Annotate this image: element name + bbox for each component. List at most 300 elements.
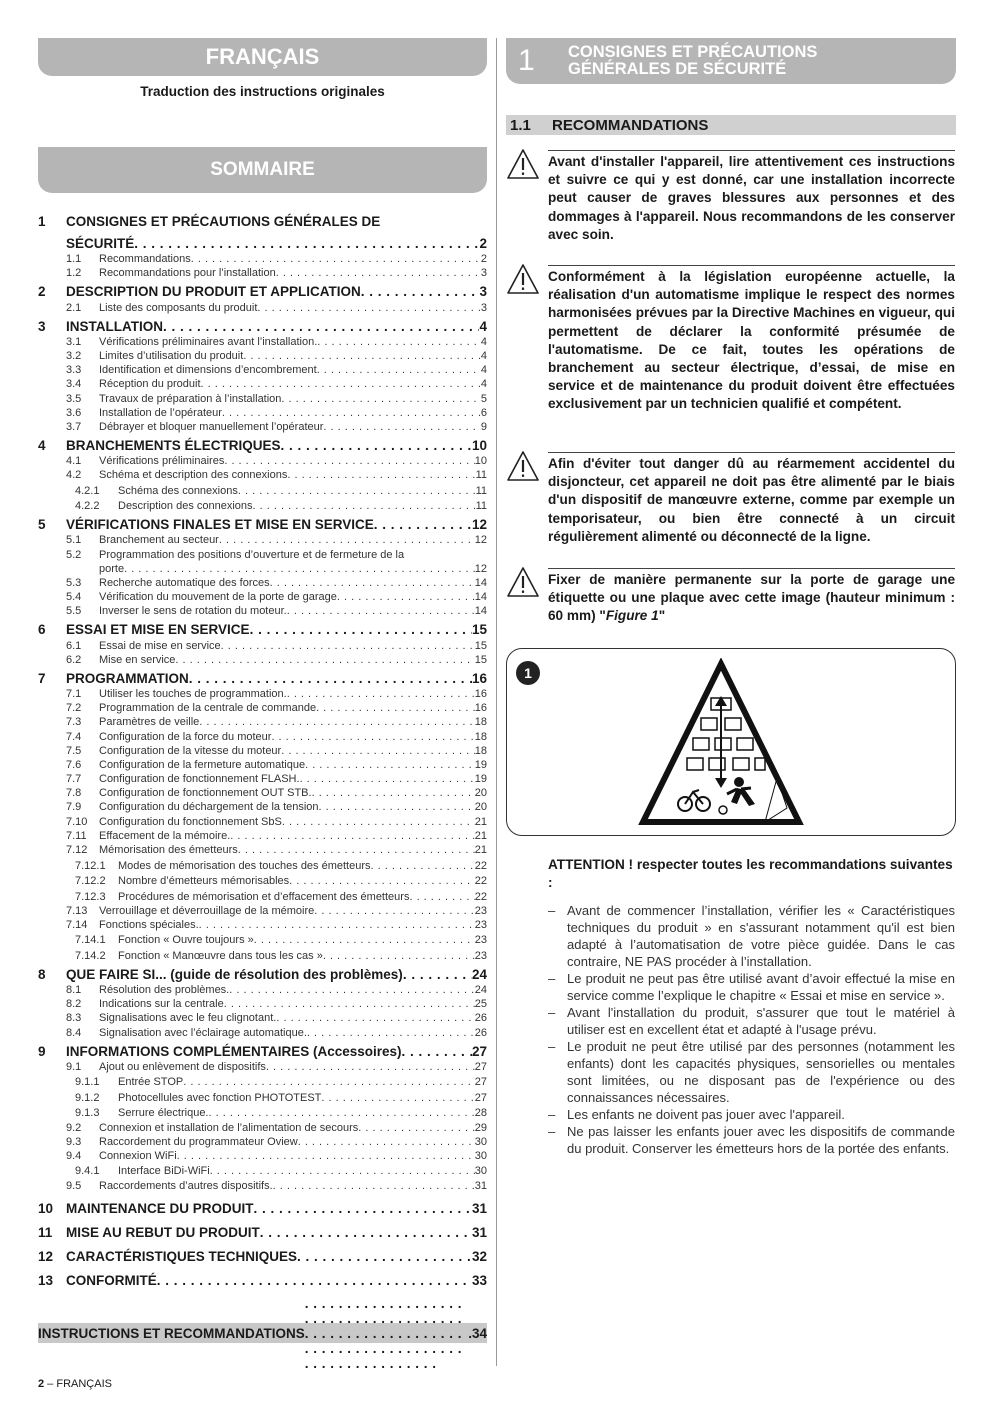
- toc-sub-entry[interactable]: [38, 856, 487, 872]
- toc-entry-number: 7.14.2: [75, 949, 106, 962]
- toc-sub-entry[interactable]: [38, 728, 487, 742]
- toc-sub-entry[interactable]: [38, 348, 487, 362]
- toc-entry-title: Identification et dimensions d’encombrement: [99, 364, 317, 377]
- toc-entry-number: 5.3: [66, 577, 82, 589]
- toc-entry-title: DESCRIPTION DU PRODUIT ET APPLICATION: [66, 284, 361, 300]
- toc-entry-title: Configuration de fonctionnement FLASH.: [99, 773, 300, 786]
- toc-entry-number: 7.1: [66, 687, 82, 700]
- list-item: – Le produit ne peut être utilisé par des personnes (notamment les enfants) dont les capacités physiques, sensorielles ou mentales sont limitées, ou ne disposant pas de l'expérience ou des connaissances nécessaires.: [548, 1038, 955, 1106]
- toc-entry-number: 7.4: [66, 730, 82, 743]
- toc-entry-title: Configuration du fonctionnement SbS: [99, 815, 282, 828]
- toc-entry-page: 4: [480, 349, 487, 362]
- toc-entry-number: 10: [38, 1200, 54, 1216]
- toc-entry-page: 22: [474, 859, 487, 872]
- toc-entry-page: 22: [474, 890, 487, 903]
- toc-entry-page: 4: [480, 378, 487, 391]
- toc-entry-title: Liste des composants du produit: [99, 301, 258, 314]
- toc-entry-title: Ajout ou enlèvement de dispositifs: [99, 1060, 266, 1073]
- chapter-title: CONSIGNES ET PRÉCAUTIONS GÉNÉRALES DE SÉCURITÉ: [568, 43, 818, 78]
- toc-chapter-entry[interactable]: [38, 513, 487, 532]
- toc-entry-page: 26: [474, 1012, 487, 1025]
- toc-entry-title: Signalisations avec le feu clignotant.: [99, 1012, 277, 1025]
- toc-sub-entry[interactable]: [38, 561, 487, 575]
- toc-entry-page: 3: [480, 301, 487, 314]
- toc-entry-number: 7.10: [66, 815, 88, 828]
- toc-entry-title: Vérifications préliminaires: [99, 455, 225, 468]
- toc-sub-entry[interactable]: [38, 481, 487, 497]
- toc-entry-page: 27: [474, 1060, 487, 1073]
- toc-entry-title: Description des connexions: [118, 500, 253, 513]
- toc-chapter-entry[interactable]: [38, 434, 487, 453]
- toc-entry-number: 1: [38, 214, 46, 229]
- toc-entry-number: 8.4: [66, 1026, 82, 1039]
- toc-entry-title: Installation de l’opérateur: [99, 406, 222, 419]
- toc-entry-number: 9.1.2: [75, 1091, 100, 1104]
- toc-entry-title: Recommandations pour l’installation: [99, 267, 276, 280]
- toc-entry-number: 9.1.1: [75, 1076, 100, 1089]
- toc-entry-number: 11: [38, 1224, 53, 1240]
- toc-entry-number: 7.5: [66, 744, 82, 757]
- toc-entry-number: 7.12: [66, 844, 88, 856]
- toc-entry-number: 8.2: [66, 998, 82, 1011]
- toc-entry-page: 20: [474, 787, 487, 800]
- toc-entry-title: Branchement au secteur: [99, 534, 219, 547]
- toc-entry-page: 10: [474, 455, 487, 468]
- toc-entry-page: 6: [480, 406, 487, 419]
- toc-entry-number: 7.11: [66, 829, 87, 842]
- toc-entry-1[interactable]: [38, 214, 487, 232]
- toc-entry-page: 18: [474, 716, 487, 729]
- toc-entry-number: 1.1: [66, 253, 82, 266]
- toc-entry-title: CARACTÉRISTIQUES TECHNIQUES: [66, 1248, 298, 1264]
- toc-entry-number: 3.1: [66, 335, 82, 348]
- toc-entry-page: 31: [471, 1224, 487, 1240]
- toc-entry-title: Serrure électrique.: [118, 1107, 209, 1120]
- toc-entry-title: Signalisation avec l’éclairage automatique.: [99, 1026, 307, 1039]
- toc-entry-page: 11: [475, 469, 487, 482]
- instructions-page: .34: [468, 1325, 487, 1341]
- column-divider: [496, 38, 497, 1366]
- toc-entry-number: 5: [38, 517, 46, 533]
- toc-entry-number: 5.1: [66, 534, 82, 547]
- toc-entry-page: 21: [474, 815, 487, 828]
- toc-sub-entry[interactable]: [38, 757, 487, 771]
- toc-sub-entry[interactable]: [38, 917, 487, 931]
- toc-entry-page: 14: [474, 577, 487, 589]
- list-item: – Les enfants ne doivent pas jouer avec l'appareil.: [548, 1106, 955, 1123]
- toc-chapter-entry[interactable]: [38, 618, 487, 637]
- toc-entry-number: 7.12.2: [75, 875, 106, 887]
- toc-entry-number: 7.14.1: [75, 934, 106, 947]
- toc-entry-page: 32: [471, 1248, 487, 1264]
- toc-entry-number: 3.2: [66, 349, 82, 362]
- toc-entry-page: 25: [474, 998, 487, 1011]
- toc-entry-title: PROGRAMMATION: [66, 670, 189, 686]
- toc-entry-number: 7.3: [66, 716, 82, 729]
- toc-entry-number: 4.2.1: [75, 484, 100, 497]
- toc-entry-title: Mise en service: [99, 653, 176, 666]
- toc-entry-page: 23: [474, 904, 487, 917]
- section-number: 1.1: [510, 116, 531, 134]
- toc-entry-number: 12: [38, 1248, 54, 1264]
- instructions-title: INSTRUCTIONS ET RECOMMANDATIONS: [38, 1325, 305, 1341]
- toc-entry-page: 15: [474, 653, 487, 666]
- toc-entry-title: Fonction « Ouvre toujours »: [118, 934, 254, 947]
- list-item: – Ne pas laisser les enfants jouer avec les dispositifs de commande du produit. Conserver les émetteurs hors de la portée des enfants.: [548, 1123, 955, 1157]
- toc-entry-page: 31: [474, 1179, 487, 1192]
- toc-entry-page: 33: [471, 1272, 487, 1288]
- toc-entry-title: Connexion WiFi: [99, 1149, 177, 1162]
- toc-entry-number: 5.5: [66, 605, 82, 618]
- toc-entry-page: 11: [475, 500, 487, 513]
- recommendations-list: [548, 902, 955, 1157]
- toc-entry-number: 9.1: [66, 1060, 82, 1073]
- toc-entry-number: 7.2: [66, 702, 82, 715]
- toc-entry-title: VÉRIFICATIONS FINALES ET MISE EN SERVICE: [66, 517, 374, 533]
- toc-chapter-entry[interactable]: [38, 1245, 487, 1264]
- toc-sub-entry[interactable]: [38, 532, 487, 546]
- chapter-number: 1: [518, 44, 535, 77]
- toc-sub-entry[interactable]: [38, 982, 487, 996]
- toc-entry-page: 4: [479, 318, 487, 334]
- toc-entry-number: 7.12.3: [75, 890, 106, 903]
- toc-sub-entry[interactable]: [38, 785, 487, 799]
- toc-entry-title: Effacement de la mémoire.: [99, 829, 231, 842]
- toc-entry-page: 27: [474, 1091, 487, 1104]
- warning-text: Afin d'éviter tout danger dû au réarmement accidentel du disjoncteur, cet appareil ne doit pas être alimenté par le biais d'un dispositif de manœuvre externe, comme par exemple un temporisateur, ou bien être connecté à un circuit régulièrement alimenté ou déconnecté de la ligne.: [548, 452, 955, 546]
- toc-entry-title: Connexion et installation de l’alimentation de secours: [99, 1121, 359, 1134]
- toc-entry-title: porte: [99, 562, 125, 575]
- warning-icon: [506, 566, 540, 598]
- toc-sub-entry[interactable]: [38, 652, 487, 666]
- toc-entry-title: QUE FAIRE SI... (guide de résolution des problèmes): [66, 966, 403, 982]
- list-item: – Avant de commencer l’installation, vérifier les « Caractéristiques techniques du produit » en s'assurant notamment qu'il est bien adapté à l’automatisation de votre pièce guidée. Dans le cas contraire, NE PAS procéder à l’installation.: [548, 902, 955, 970]
- toc-entry-title: Programmation des positions d’ouverture et de fermeture de la: [99, 548, 405, 561]
- toc-sub-entry[interactable]: [38, 1088, 487, 1104]
- toc-entry-number: 8.1: [66, 984, 82, 997]
- toc-entry-number: 3.5: [66, 392, 82, 405]
- toc-sub-entry[interactable]: [38, 996, 487, 1010]
- toc-entry-page: 31: [471, 1200, 487, 1216]
- toc-sub-entry[interactable]: [38, 1134, 487, 1148]
- toc-sub-entry[interactable]: [38, 771, 487, 785]
- toc-entry-title: Entrée STOP: [118, 1076, 184, 1089]
- toc-sub-entry[interactable]: [38, 931, 487, 947]
- toc-banner: SOMMAIRE: [38, 147, 487, 193]
- toc-chapter-entry[interactable]: [38, 667, 487, 686]
- section-title: RECOMMANDATIONS: [552, 116, 709, 134]
- chapter-banner: [506, 38, 956, 84]
- warning-text: Conformément à la législation européenne actuelle, la réalisation d'un automatisme implique le respect des normes harmonisées prévues par la Directive Machines en vigueur, qui permettent de déclarer la conformité présumée de l'automatisme. De ce fait, toutes les opérations de branchement au secteur électrique, d’essai, de mise en service et de maintenance du produit doivent être effectuées exclusivement par un technicien qualifié et compétent.: [548, 265, 955, 414]
- toc-entry-number: 2: [38, 284, 46, 300]
- toc-entry-title: Mémorisation des émetteurs: [99, 844, 238, 856]
- page-number: 2: [38, 1378, 45, 1390]
- toc-entry-page: 20: [474, 801, 487, 814]
- toc-entry-title: Recommandations: [99, 253, 191, 266]
- language-banner: FRANÇAIS: [38, 38, 487, 76]
- toc-sub-entry[interactable]: [38, 265, 487, 279]
- toc-entry-number: 6.1: [66, 639, 82, 652]
- instructions-entry[interactable]: [38, 1323, 487, 1343]
- toc-entry-title: BRANCHEMENTS ÉLECTRIQUES: [66, 437, 281, 453]
- toc-sub-entry[interactable]: [38, 743, 487, 757]
- toc-entry-page: 21: [474, 829, 487, 842]
- toc-entry-page: 4: [480, 335, 487, 348]
- toc-entry-page: 2: [479, 236, 487, 251]
- toc-entry-page: 27: [471, 1043, 487, 1059]
- toc-sub-entry[interactable]: [38, 376, 487, 390]
- toc-sub-entry[interactable]: [38, 299, 487, 313]
- toc-sub-entry[interactable]: [38, 1010, 487, 1024]
- toc-entry-page: 19: [474, 773, 487, 786]
- toc-chapter-entry[interactable]: [38, 315, 487, 334]
- toc-entry-number: 7.7: [66, 773, 82, 786]
- toc-sub-entry[interactable]: [38, 1148, 487, 1162]
- toc-entry-number: 4.2.2: [75, 500, 100, 513]
- toc-entry-number: 7.9: [66, 801, 82, 814]
- toc-entry-number: 7: [38, 670, 46, 686]
- toc-chapter-entry[interactable]: [38, 1221, 487, 1240]
- toc-entry-number: 9.2: [66, 1121, 82, 1134]
- toc-entry-number: 3: [38, 318, 46, 334]
- toc-entry-title: ESSAI ET MISE EN SERVICE: [66, 622, 250, 638]
- toc-sub-entry[interactable]: [38, 1073, 487, 1089]
- toc-entry-page: 3: [479, 284, 487, 300]
- toc-entry-title: Schéma et description des connexions: [99, 469, 288, 482]
- toc-entry-number: 7.12.1: [75, 859, 106, 872]
- toc-entry-number: 4: [38, 437, 46, 453]
- toc-entry-title: Paramètres de veille: [99, 716, 200, 729]
- warning-icon: [506, 148, 540, 180]
- toc-entry-number: 5.4: [66, 591, 82, 604]
- toc-entry-title: Schéma des connexions: [118, 484, 238, 497]
- toc-entry-title: Essai de mise en service: [99, 639, 221, 652]
- toc-chapter-entry[interactable]: [38, 1197, 487, 1216]
- toc-sub-entry[interactable]: [38, 589, 487, 603]
- toc-sub-entry[interactable]: [38, 497, 487, 513]
- toc-sub-entry[interactable]: [38, 828, 487, 842]
- toc-entry-title: Travaux de préparation à l’installation: [99, 392, 282, 405]
- toc-entry-number: 3.4: [66, 378, 82, 391]
- toc-entry-page: 16: [474, 687, 487, 700]
- left-column: [38, 38, 487, 1341]
- toc-sub-entry[interactable]: [38, 453, 487, 467]
- toc-sub-entry[interactable]: [38, 842, 487, 856]
- toc-entry-title: Configuration de la force du moteur: [99, 730, 272, 743]
- toc-entry-page: 11: [475, 484, 487, 497]
- toc-entry-page: 5: [480, 392, 487, 405]
- toc-entry-number: 13: [38, 1272, 54, 1288]
- toc-entry-page: 27: [474, 1076, 487, 1089]
- toc-entry-number: 9.4: [66, 1149, 82, 1162]
- toc-entry-title: Procédures de mémorisation et d’effacement des émetteurs: [118, 890, 410, 903]
- toc-entry-page: 29: [474, 1121, 487, 1134]
- toc-entry-page: 30: [474, 1149, 487, 1162]
- right-column: [506, 38, 956, 1156]
- toc-sub-entry[interactable]: [38, 700, 487, 714]
- toc-chapter-entry[interactable]: [38, 280, 487, 299]
- warning-text: Avant d'installer l'appareil, lire attentivement ces instructions et suivre ce qui y est donné, car une installation incorrecte peut causer de graves blessures aux personnes et des dommages à l'appareil. Nous recommandons de les conserver avec soin.: [548, 150, 955, 244]
- toc-entry-number: 3.3: [66, 364, 82, 377]
- toc-entry-title: Indications sur la centrale: [99, 998, 224, 1011]
- toc-entry-number: 9.4.1: [75, 1165, 100, 1178]
- footer-label: – FRANÇAIS: [44, 1378, 112, 1390]
- toc-entry-title: Utiliser les touches de programmation.: [99, 687, 287, 700]
- toc-entry-page: 28: [474, 1107, 487, 1120]
- toc-entry-page: 12: [474, 534, 487, 547]
- toc-entry-number: 8.3: [66, 1012, 82, 1025]
- toc-sub-entry[interactable]: [38, 1119, 487, 1133]
- toc-entry-page: 30: [474, 1135, 487, 1148]
- toc-sub-entry[interactable]: [38, 419, 487, 433]
- warning-text: Fixer de manière permanente sur la porte de garage une étiquette ou une plaque avec cette image (hauteur minimum : 60 mm) "Figure 1": [548, 568, 955, 626]
- list-item: – Le produit ne peut pas être utilisé avant d’avoir effectué la mise en service comme l’explique le chapitre « Essai et mise en service ».: [548, 970, 955, 1004]
- toc-entry-title: Limites d’utilisation du produit: [99, 349, 244, 362]
- subtitle: Traduction des instructions originales: [140, 84, 385, 99]
- figure-1: [506, 648, 956, 836]
- toc-entry-title: INSTALLATION: [66, 318, 163, 334]
- toc-entry-page: 16: [474, 702, 487, 715]
- toc-entry-page: 21: [474, 844, 487, 856]
- toc-entry-number: 3.6: [66, 406, 82, 419]
- list-item: – Avant l'installation du produit, s'assurer que tout le matériel à utiliser est en excellent état et adapté à l'usage prévu.: [548, 1004, 955, 1038]
- toc-chapter-entry[interactable]: [38, 1269, 487, 1288]
- toc-sub-entry[interactable]: [38, 946, 487, 962]
- toc-entry-page: 24: [471, 966, 487, 982]
- toc-entry-number: 8: [38, 966, 46, 982]
- toc-entry-page: 12: [474, 562, 487, 575]
- toc-entry-title: Inverser le sens de rotation du moteur.: [99, 605, 287, 618]
- toc-chapter-entry[interactable]: [38, 1040, 487, 1059]
- toc-sub-entry[interactable]: [38, 390, 487, 404]
- toc-entry-title: Modes de mémorisation des touches des émetteurs: [118, 859, 371, 872]
- toc-sub-entry[interactable]: [38, 575, 487, 589]
- toc-entry-page: 22: [474, 875, 487, 887]
- attention-heading: ATTENTION ! respecter toutes les recommandations suivantes :: [548, 857, 953, 890]
- toc-entry-title: Photocellules avec fonction PHOTOTEST: [118, 1091, 322, 1104]
- warning-icon: [506, 450, 540, 482]
- toc-sub-entry[interactable]: [38, 813, 487, 827]
- toc-sub-entry[interactable]: [38, 799, 487, 813]
- toc-entry-title: Configuration de fonctionnement OUT STB.: [99, 787, 312, 800]
- toc-sub-entry[interactable]: [38, 362, 487, 376]
- toc-entry-title: Fonctions spéciales.: [99, 918, 199, 931]
- toc-entry-number: 7.8: [66, 787, 82, 800]
- toc-entry-number: 9.3: [66, 1135, 82, 1148]
- toc-entry-page: 12: [471, 517, 487, 533]
- toc-entry-title: Débrayer et bloquer manuellement l’opérateur: [99, 420, 324, 433]
- toc-entry-page: 23: [474, 918, 487, 931]
- toc-sub-entry[interactable]: [38, 887, 487, 903]
- toc-entry-number: 6.2: [66, 653, 82, 666]
- toc-entry-title: Réception du produit: [99, 378, 201, 391]
- toc-chapter-entry[interactable]: [38, 963, 487, 982]
- toc-entry-page: 3: [480, 267, 487, 280]
- toc-sub-entry[interactable]: [38, 1059, 487, 1073]
- toc-entry-title: Résolution des problèmes.: [99, 984, 230, 997]
- toc-entry-title: INFORMATIONS COMPLÉMENTAIRES (Accessoires): [66, 1043, 402, 1059]
- toc-entry-page: 18: [474, 730, 487, 743]
- toc-entry-title: Raccordements d’autres dispositifs.: [99, 1179, 273, 1192]
- toc-entry-title: SÉCURITÉ: [66, 236, 135, 251]
- toc-entry-number: 9.5: [66, 1179, 82, 1192]
- toc-entry-number: 7.14: [66, 918, 88, 931]
- warning-icon: [506, 263, 540, 295]
- toc-entry-number: 7.13: [66, 904, 88, 917]
- toc-entry-page: 15: [474, 639, 487, 652]
- toc-sub-entry[interactable]: [38, 546, 487, 560]
- toc-entry-number: 3.7: [66, 420, 82, 433]
- toc-entry-page: 24: [474, 984, 487, 997]
- toc-sub-entry[interactable]: [38, 467, 487, 481]
- figure-reference[interactable]: Figure 1: [605, 608, 659, 624]
- toc-entry-page: 18: [474, 744, 487, 757]
- toc-entry-title: Interface BiDi-WiFi: [118, 1165, 210, 1178]
- toc-entry-title: CONFORMITÉ: [66, 1272, 157, 1288]
- toc-entry-1-cont[interactable]: [38, 232, 487, 251]
- toc-entry-title: Vérifications préliminaires avant l’installation.: [99, 335, 318, 348]
- toc-entry-number: 6: [38, 622, 46, 638]
- toc-sub-entry[interactable]: [38, 334, 487, 348]
- toc-entry-title: Verrouillage et déverrouillage de la mémoire: [99, 904, 315, 917]
- toc-entry-number: 1.2: [66, 267, 82, 280]
- toc-sub-entry[interactable]: [38, 1024, 487, 1038]
- toc-entry-page: 14: [474, 591, 487, 604]
- toc-entry-title: Fonction « Manœuvre dans tous les cas »: [118, 949, 323, 962]
- table-of-contents: [38, 214, 487, 1288]
- toc-entry-title: MAINTENANCE DU PRODUIT: [66, 1200, 254, 1216]
- toc-entry-page: 23: [474, 949, 487, 962]
- toc-entry-page: 23: [474, 934, 487, 947]
- garage-door-child-warning-pictogram: [637, 658, 805, 828]
- toc-sub-entry[interactable]: [38, 872, 487, 888]
- toc-sub-entry[interactable]: [38, 251, 487, 265]
- section-heading: [506, 115, 956, 135]
- toc-entry-number: 4.1: [66, 455, 82, 468]
- toc-sub-entry[interactable]: [38, 603, 487, 617]
- toc-entry-page: 30: [474, 1165, 487, 1178]
- toc-sub-entry[interactable]: [38, 405, 487, 419]
- toc-entry-page: 26: [474, 1026, 487, 1039]
- toc-sub-entry[interactable]: [38, 714, 487, 728]
- toc-entry-title: Nombre d’émetteurs mémorisables: [118, 875, 290, 887]
- toc-entry-page: 2: [480, 253, 487, 266]
- toc-entry-page: 4: [480, 364, 487, 377]
- toc-sub-entry[interactable]: [38, 1162, 487, 1178]
- toc-entry-title: Recherche automatique des forces: [99, 577, 270, 589]
- toc-entry-title: CONSIGNES ET PRÉCAUTIONS GÉNÉRALES DE: [66, 214, 381, 229]
- toc-entry-page: 19: [474, 758, 487, 771]
- toc-entry-page: 15: [471, 622, 487, 638]
- toc-sub-entry[interactable]: [38, 686, 487, 700]
- toc-entry-number: 9.1.3: [75, 1107, 100, 1120]
- toc-entry-page: 16: [471, 670, 487, 686]
- toc-entry-title: Configuration du déchargement de la tension: [99, 801, 319, 814]
- toc-entry-number: 7.6: [66, 758, 82, 771]
- toc-sub-entry[interactable]: [38, 1177, 487, 1191]
- toc-entry-number: 5.2: [66, 548, 82, 561]
- toc-entry-number: 9: [38, 1043, 46, 1059]
- toc-entry-page: 9: [480, 420, 487, 433]
- toc-entry-title: Configuration de la fermeture automatique: [99, 758, 306, 771]
- toc-entry-number: 2.1: [66, 301, 82, 314]
- toc-sub-entry[interactable]: [38, 903, 487, 917]
- toc-entry-title: Programmation de la centrale de commande: [99, 702, 317, 715]
- toc-entry-title: MISE AU REBUT DU PRODUIT: [66, 1224, 260, 1240]
- toc-sub-entry[interactable]: [38, 1104, 487, 1120]
- toc-sub-entry[interactable]: [38, 637, 487, 651]
- toc-entry-title: Vérification du mouvement de la porte de garage: [99, 591, 337, 604]
